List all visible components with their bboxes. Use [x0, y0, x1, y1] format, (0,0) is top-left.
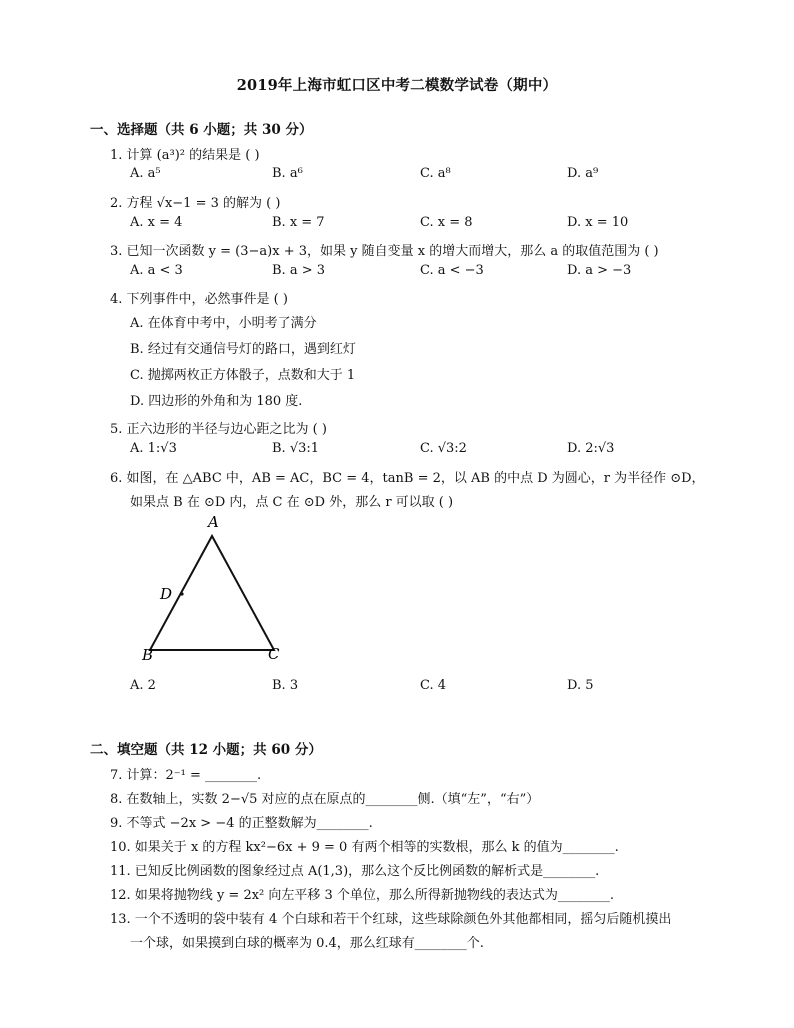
option-b: B. √3:1	[272, 441, 320, 456]
question-7: 7. 计算：2⁻¹ = ________.	[110, 768, 262, 783]
option-b: B. a⁶	[272, 166, 303, 181]
option-b: B. 经过有交通信号灯的路口，遇到红灯	[130, 342, 356, 357]
label-d: D	[160, 585, 173, 603]
option-d: D. 四边形的外角和为 180 度.	[130, 394, 303, 409]
question-4-stem: 4. 下列事件中，必然事件是 ( )	[110, 292, 288, 307]
option-b: B. 3	[272, 678, 299, 693]
label-a: A	[208, 513, 219, 531]
question-5-stem: 5. 正六边形的半径与边心距之比为 ( )	[110, 422, 327, 437]
option-a: A. 1:√3	[130, 441, 177, 456]
option-a: A. a < 3	[130, 263, 183, 278]
question-6-stem-line2: 如果点 B 在 ⊙D 内，点 C 在 ⊙D 外，那么 r 可以取 ( )	[130, 495, 454, 510]
section-heading-fill: 二、填空题（共 12 小题；共 60 分）	[90, 742, 322, 758]
option-b: B. x = 7	[272, 215, 325, 230]
option-c: C. 抛掷两枚正方体骰子，点数和大于 1	[130, 368, 356, 383]
question-1-options	[130, 166, 650, 184]
option-a: A. a⁵	[130, 166, 161, 181]
option-a: A. 在体育中考中，小明考了满分	[130, 316, 317, 331]
question-6-options	[130, 678, 650, 696]
question-12: 12. 如果将抛物线 y = 2x² 向左平移 3 个单位，那么所得新抛物线的表达式为________.	[110, 888, 615, 903]
question-10: 10. 如果关于 x 的方程 kx²−6x + 9 = 0 有两个相等的实数根，那么 k 的值为________.	[110, 840, 619, 855]
midpoint-d-dot	[180, 592, 183, 595]
question-8: 8. 在数轴上，实数 2−√5 对应的点在原点的________侧.（填“左”，“右”）	[110, 792, 540, 807]
question-3-stem: 3. 已知一次函数 y = (3−a)x + 3，如果 y 随自变量 x 的增大而增大，那么 a 的取值范围为 ( )	[110, 244, 659, 259]
question-5-options	[130, 441, 650, 459]
option-c: C. a < −3	[420, 263, 484, 278]
question-2-stem: 2. 方程 √x−1 = 3 的解为 ( )	[110, 196, 281, 211]
triangle-figure	[138, 510, 298, 660]
page-title: 2019年上海市虹口区中考二模数学试卷（期中）	[236, 77, 558, 94]
option-d: D. a⁹	[567, 166, 599, 181]
option-a: A. 2	[130, 678, 156, 693]
option-d: D. 5	[567, 678, 594, 693]
question-1-stem: 1. 计算 (a³)² 的结果是 ( )	[110, 148, 260, 163]
option-c: C. x = 8	[420, 215, 473, 230]
question-2-options	[130, 215, 650, 233]
question-11: 11. 已知反比例函数的图象经过点 A(1,3)，那么这个反比例函数的解析式是________.	[110, 864, 600, 879]
question-13-line1: 13. 一个不透明的袋中装有 4 个白球和若干个红球，这些球除颜色外其他都相同，摇匀后随机摸出	[110, 912, 672, 927]
label-b: B	[142, 646, 154, 660]
option-d: D. x = 10	[567, 215, 629, 230]
option-a: A. x = 4	[130, 215, 183, 230]
question-6-stem-line1: 6. 如图，在 △ABC 中，AB = AC，BC = 4，tanB = 2，以 AB 的中点 D 为圆心，r 为半径作 ⊙D，	[110, 471, 705, 486]
option-b: B. a > 3	[272, 263, 325, 278]
question-9: 9. 不等式 −2x > −4 的正整数解为________.	[110, 816, 373, 831]
question-13-line2: 一个球，如果摸到白球的概率为 0.4，那么红球有________个.	[130, 936, 484, 951]
section-heading-choice: 一、选择题（共 6 小题；共 30 分）	[90, 122, 313, 138]
option-c: C. √3:2	[420, 441, 467, 456]
option-c: C. a⁸	[420, 166, 451, 181]
label-c: C	[268, 645, 280, 660]
option-d: D. a > −3	[567, 263, 632, 278]
option-c: C. 4	[420, 678, 447, 693]
option-d: D. 2:√3	[567, 441, 615, 456]
question-3-options	[130, 263, 650, 281]
